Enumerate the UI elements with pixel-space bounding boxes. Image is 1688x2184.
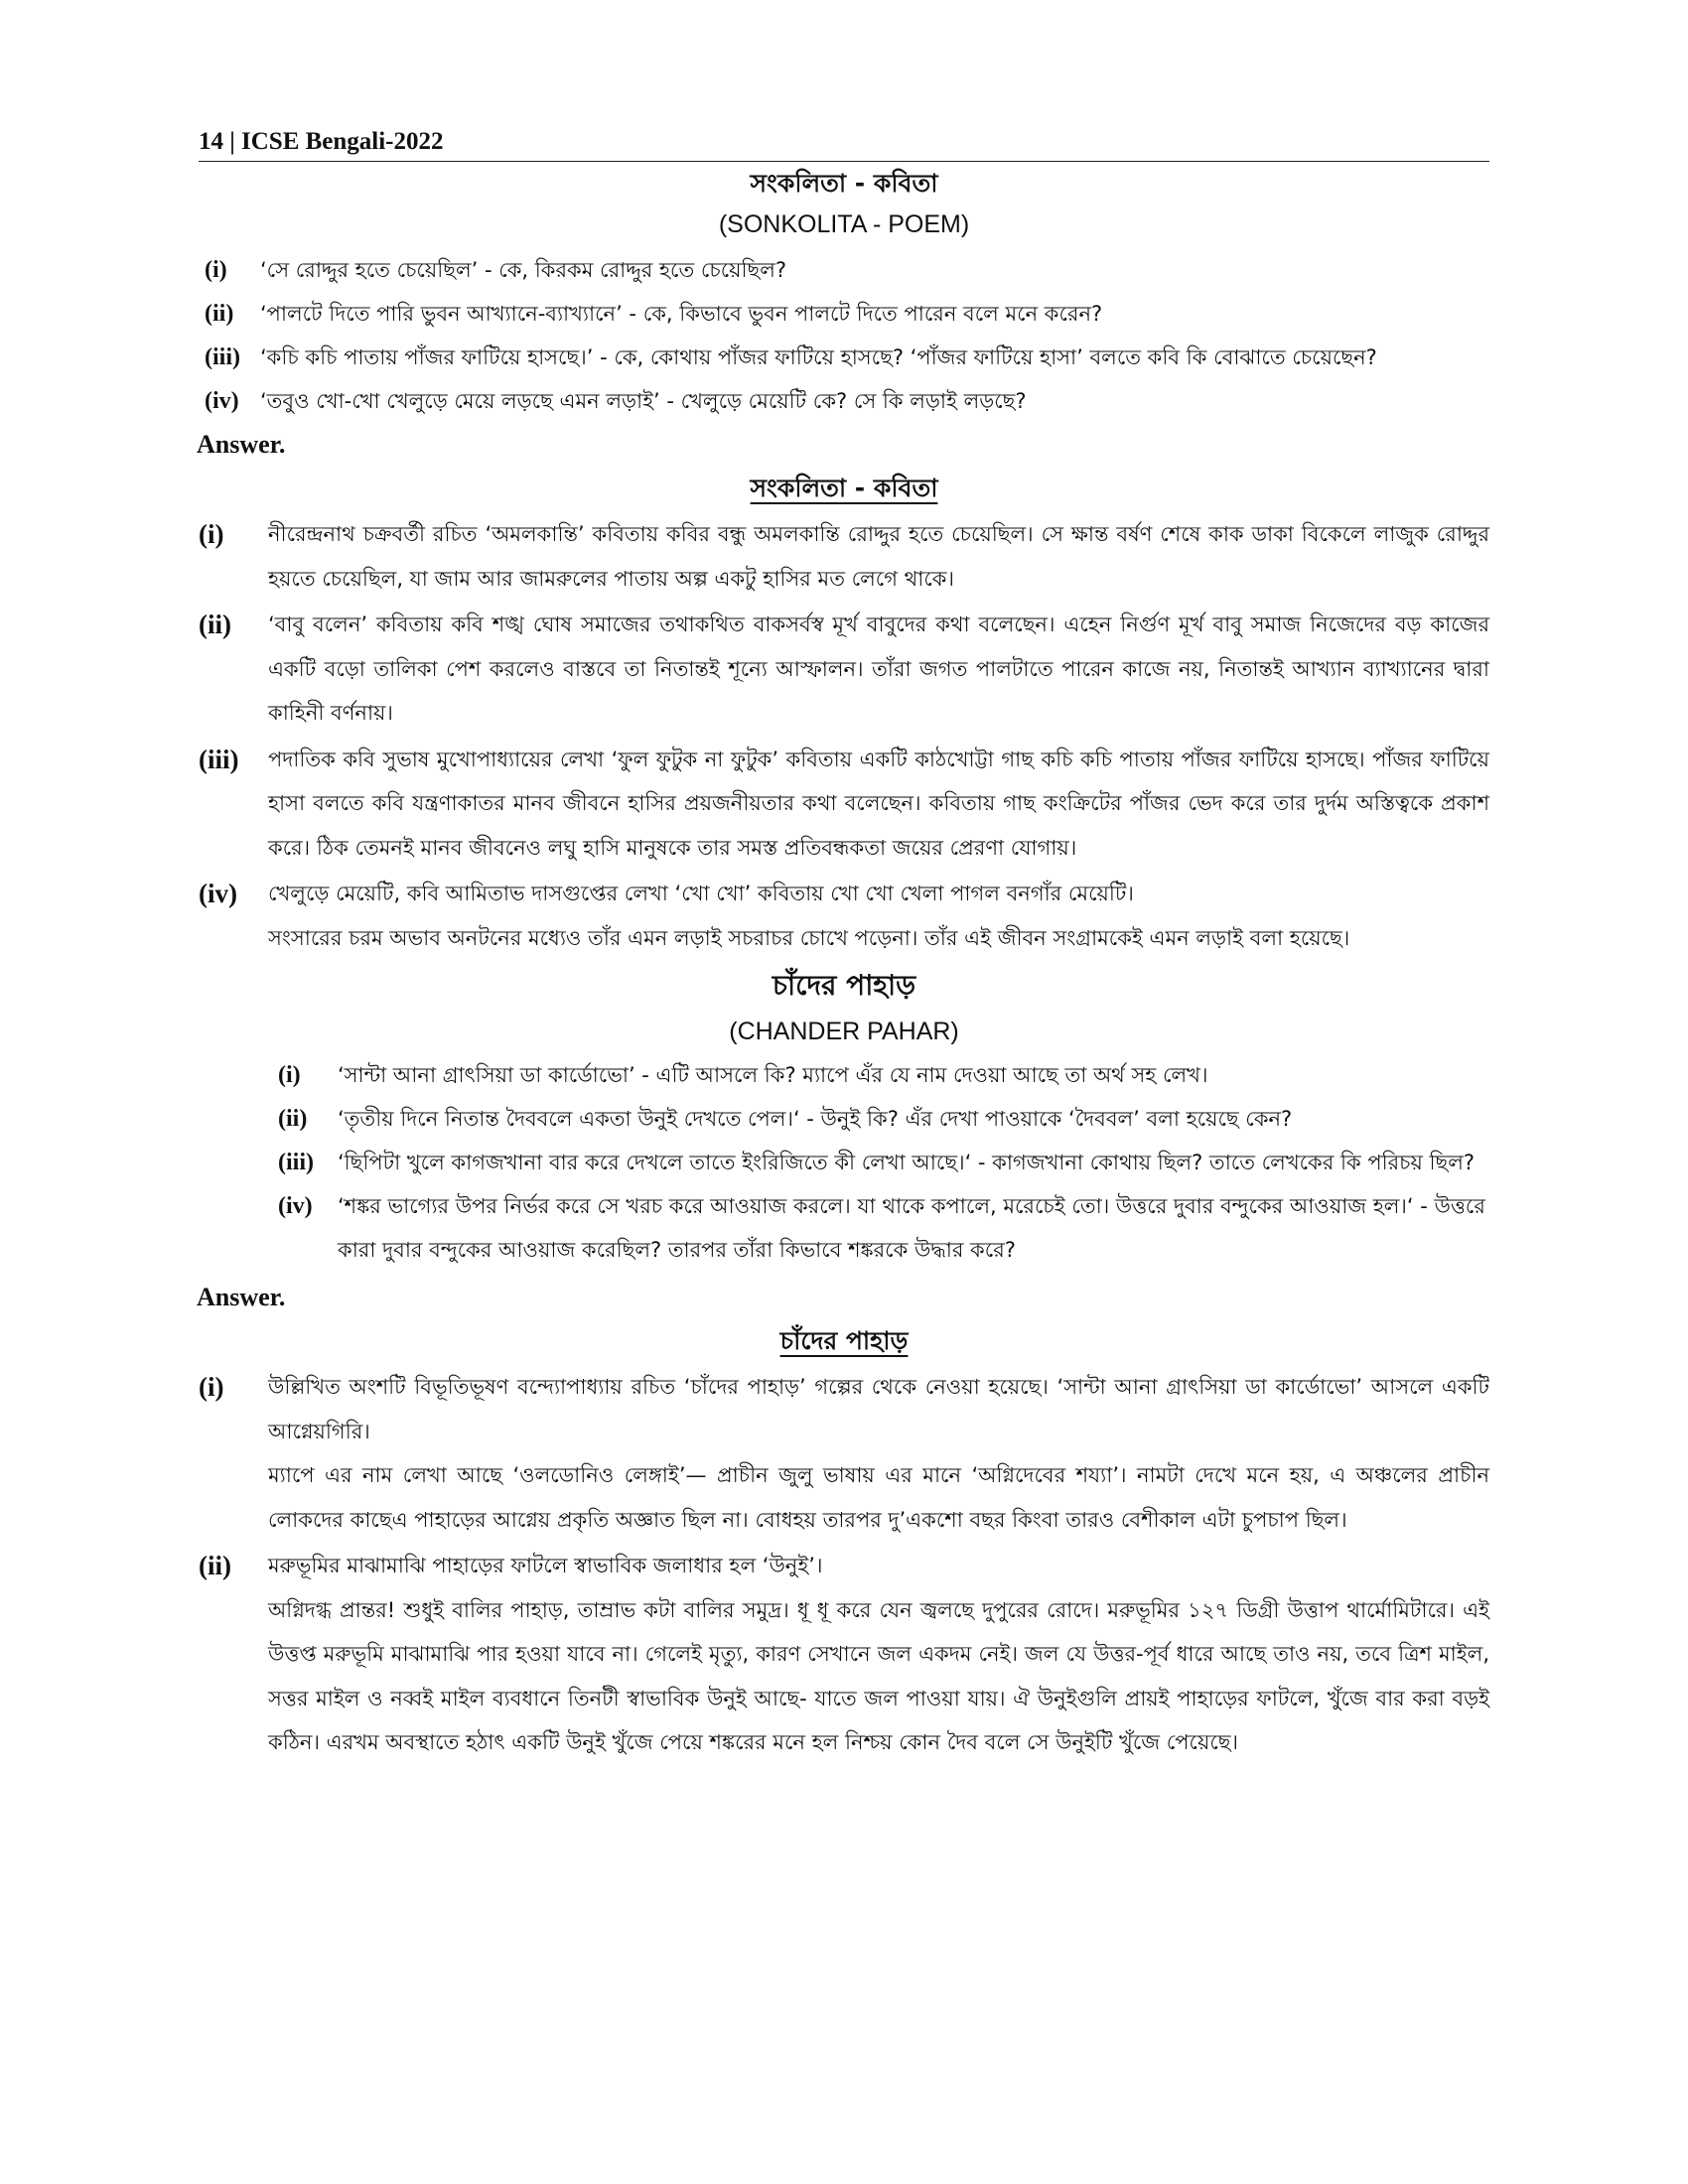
question-number: (iii) [278, 1150, 314, 1175]
answer-number: (ii) [199, 610, 231, 639]
section-title-chander-pahar: চাঁদের পাহাড় [772, 969, 916, 1002]
question-item [199, 292, 1489, 336]
answer-paragraph: অগ্নিদগ্ধ প্রান্তর! শুধুই বালির পাহাড়, তাম্রাভ কটা বালির সমুদ্র। ধূ ধূ করে যেন জ্বলছে দুপুরের রোদে। মরুভূমির ১২৭ ডিগ্রী উত্তাপ থার্মোমিটারে। এই উত্তপ্ত মরুভূমি মাঝামাঝি পার হওয়া যাবে না। গেলেই মৃত্যু, কারণ সেখানে জল একদম নেই। জল যে উত্তর-পূর্ব ধারে আছে তাও নয়, তবে ত্রিশ মাইল, সত্তর মাইল ও নব্বই মাইল ব্যবধানে তিনটী স্বাভাবিক উনুই আছে- যাতে জল পাওয়া যায়। ঐ উনুইগুলি প্রায়ই পাহাড়ের ফাটলে, খুঁজে বার করা বড়ই কঠিন। এরখম অবস্থাতে হঠাৎ একটি উনুই খুঁজে পেয়ে শঙ্করের মনে হল নিশ্চয় কোন দৈব বলে সে উনুইটি খুঁজে পেয়েছে। [268, 1597, 1489, 1754]
answer-list-poem [199, 512, 1489, 960]
answer-item [199, 872, 1489, 960]
question-item [199, 1053, 1489, 1097]
running-head: 14 | ICSE Bengali-2022 [199, 127, 1489, 162]
answer-number: (iii) [199, 744, 239, 774]
answer-section-title-text: সংকলিতা - কবিতা [750, 474, 938, 502]
answer-paragraph: নীরেন্দ্রনাথ চক্রবর্তী রচিত ‘অমলকান্তি’ কবিতায় কবির বন্ধু অমলকান্তি রোদ্দুর হতে চেয়েছিল। সে ক্ষান্ত বর্ষণ শেষে কাক ডাকা বিকেলে লাজুক রোদ্দুর হয়তে চেয়েছিল, যা জাম আর জামরুলের পাতায় অল্প একটু হাসির মত লেগে থাকে। [268, 522, 1489, 591]
question-number: (i) [205, 257, 227, 283]
answer-number: (iv) [199, 879, 237, 908]
section-subtitle-poem: (SONKOLITA - POEM) [718, 210, 970, 238]
answer-text [268, 1544, 1489, 1765]
page-content [199, 165, 1489, 1765]
question-item [199, 379, 1489, 423]
answer-number: (ii) [199, 1551, 231, 1580]
question-item [199, 1097, 1489, 1141]
question-item [199, 1141, 1489, 1184]
answer-text [268, 872, 1489, 960]
question-number: (iv) [205, 388, 239, 414]
question-text: ‘কচি কচি পাতায় পাঁজর ফাটিয়ে হাসছে।’ - কে, কোথায় পাঁজর ফাটিয়ে হাসছে? ‘পাঁজর ফাটিয়ে হাসা’ বলতে কবি কি বোঝাতে চেয়েছেন? [260, 345, 1377, 369]
question-item [199, 336, 1489, 379]
answer-item [199, 512, 1489, 601]
question-list-poem [199, 248, 1489, 423]
answer-item [199, 1544, 1489, 1765]
question-list-chander-pahar [199, 1053, 1489, 1272]
question-text: ‘ছিপিটা খুলে কাগজখানা বার করে দেখলে তাতে ইংরিজিতে কী লেখা আছে।‘ - কাগজখানা কোথায় ছিল? তাতে লেখকের কি পরিচয় ছিল? [338, 1151, 1476, 1174]
answer-label: Answer. [197, 430, 286, 459]
question-number: (ii) [205, 301, 234, 327]
answer-text [268, 738, 1489, 871]
answer-item [199, 603, 1489, 736]
answer-text [268, 1365, 1489, 1542]
question-text: ‘তৃতীয় দিনে নিতান্ত দৈববলে একতা উনুই দেখতে পেল।‘ - উনুই কি? এঁর দেখা পাওয়াকে ‘দৈববল’ বলা হয়েছে কেন? [338, 1107, 1293, 1131]
answer-label: Answer. [197, 1283, 286, 1311]
section-title-poem: সংকলিতা - কবিতা [750, 169, 938, 198]
answer-paragraph: ম্যাপে এর নাম লেখা আছে ‘ওলডোনিও লেঙ্গাই’— প্রাচীন জুলু ভাষায় এর মানে ‘অগ্নিদেবের শয্যা’। নামটা দেখে মনে হয়, এ অঞ্চলের প্রাচীন লোকদের কাছেএ পাহাড়ের আগ্নেয় প্রকৃতি অজ্ঞাত ছিল না। বোধহয় তারপর দু’একশো বছর কিংবা তারও বেশীকাল এটা চুপচাপ ছিল। [268, 1463, 1489, 1532]
question-number: (iii) [205, 344, 240, 370]
answer-item [199, 738, 1489, 871]
answer-item [199, 1365, 1489, 1542]
answer-section-title-text: চাঁদের পাহাড় [779, 1326, 909, 1355]
question-number: (ii) [278, 1106, 308, 1132]
question-item [199, 1184, 1489, 1272]
answer-paragraph: পদাতিক কবি সুভাষ মুখোপাধ্যায়ের লেখা ‘ফুল ফুটুক না ফুটুক’ কবিতায় একটি কাঠখোট্টা গাছ কচি কচি পাতায় পাঁজর ফাটিয়ে হাসছে। পাঁজর ফাটিয়ে হাসা বলতে কবি যন্ত্রণাকাতর মানব জীবনে হাসির প্রয়জনীয়তার কথা বলেছেন। কবিতায় গাছ কংক্রিটের পাঁজর ভেদ করে তার দুর্দম অস্তিত্বকে প্রকাশ করে। ঠিক তেমনই মানব জীবনেও লঘু হাসি মানুষকে তার সমস্ত প্রতিবন্ধকতা জয়ের প্রেরণা যোগায়। [268, 747, 1489, 860]
answer-list-chander-pahar [199, 1365, 1489, 1765]
answer-number: (i) [199, 519, 224, 549]
answer-section-title-poem [199, 467, 1489, 510]
answer-section-title-chander-pahar [199, 1319, 1489, 1363]
answer-paragraph: মরুভূমির মাঝামাঝি পাহাড়ের ফাটলে স্বাভাবিক জলাধার হল ‘উনুই’। [268, 1554, 823, 1577]
answer-paragraph: খেলুড়ে মেয়েটি, কবি আমিতাভ দাসগুপ্তের লেখা ‘খো খো’ কবিতায় খো খো খেলা পাগল বনগাঁর মেয়েটি। [268, 882, 1134, 905]
answer-text [268, 603, 1489, 736]
question-text: ‘সে রোদ্দুর হতে চেয়েছিল’ - কে, কিরকম রোদ্দুর হতে চেয়েছিল? [260, 258, 787, 282]
answer-number: (i) [199, 1372, 224, 1402]
question-number: (iv) [278, 1193, 313, 1219]
question-item [199, 248, 1489, 292]
question-text: ‘তবুও খো-খো খেলুড়ে মেয়ে লড়ছে এমন লড়াই’ - খেলুড়ে মেয়েটি কে? সে কি লড়াই লড়ছে? [260, 389, 1027, 413]
answer-paragraph: ‘বাবু বলেন’ কবিতায় কবি শঙ্খ ঘোষ সমাজের তথাকথিত বাকসর্বস্ব মূর্খ বাবুদের কথা বলেছেন। এহেন নির্গুণ মূর্খ বাবু সমাজ নিজেদের বড় কাজের একটি বড়ো তালিকা পেশ করলেও বাস্তবে তা নিতান্তই শূন্যে আস্ফালন। তাঁরা জগত পালটাতে পারেন কাজে নয়, নিতান্তই আখ্যান ব্যাখ্যানের দ্বারা কাহিনী বর্ণনায়। [268, 613, 1489, 725]
question-text: ‘শঙ্কর ভাগ্যের উপর নির্ভর করে সে খরচ করে আওয়াজ করলে। যা থাকে কপালে, মরেচেই তো। উত্তরে দুবার বন্দুকের আওয়াজ হল।‘ - উত্তরে কারা দুবার বন্দুকের আওয়াজ করেছিল? তারপর তাঁরা কিভাবে শঙ্করকে উদ্ধার করে? [338, 1194, 1485, 1262]
question-text: ‘সান্টা আনা গ্রাৎসিয়া ডা কার্ডোভো’ - এটি আসলে কি? ম্যাপে এঁর যে নাম দেওয়া আছে তা অর্থ সহ লেখ। [338, 1063, 1208, 1087]
question-number: (i) [278, 1062, 301, 1088]
answer-paragraph: উল্লিখিত অংশটি বিভূতিভূষণ বন্দ্যোপাধ্যায় রচিত ‘চাঁদের পাহাড়’ গল্পের থেকে নেওয়া হয়েছে। ‘সান্টা আনা গ্রাৎসিয়া ডা কার্ডোভো’ আসলে একটি আগ্নেয়গিরি। [268, 1375, 1489, 1443]
question-text: ‘পালটে দিতে পারি ভুবন আখ্যানে-ব্যাখ্যানে’ - কে, কিভাবে ভুবন পালটে দিতে পারেন বলে মনে করেন? [260, 302, 1103, 326]
answer-text [268, 512, 1489, 601]
section-subtitle-chander-pahar: (CHANDER PAHAR) [729, 1018, 959, 1045]
answer-paragraph: সংসারের চরম অভাব অনটনের মধ্যেও তাঁর এমন লড়াই সচরাচর চোখে পড়েনা। তাঁর এই জীবন সংগ্রামকেই এমন লড়াই বলা হয়েছে। [268, 925, 1350, 950]
